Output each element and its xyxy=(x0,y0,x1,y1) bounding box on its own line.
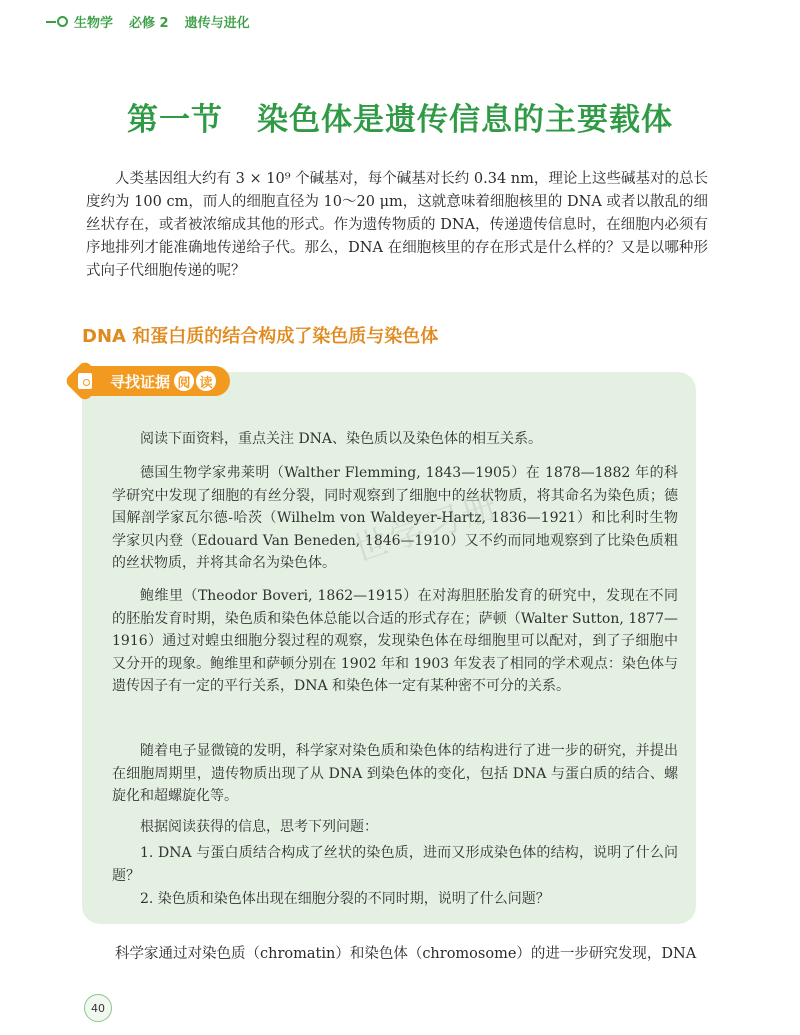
reading-paragraph-2: 鲍维里（Theodor Boveri, 1862—1915）在对海胆胚胎发育的研究中，发现在不同的胚胎发育时期，染色质和染色体总能以合适的形式存在；萨顿（Walter Sutton, 1877—1916）通过对蝗虫细胞分裂过程的观察，发现染色体在母细胞里可以配对，到了子细胞中又分开的现象。鲍维里和萨顿分别在 1902 年和 1903 年发表了相同的学术观点：染色体与遗传因子有一定的平行关系，DNA 和染色体一定有某种密不可分的关系。 xyxy=(112,588,678,694)
question-prompt: 根据阅读获得的信息，思考下列问题： xyxy=(140,819,378,835)
closing-paragraph: 科学家通过对染色质（chromatin）和染色体（chromosome）的进一步研究发现，DNA xyxy=(115,946,697,962)
running-head-subject: 生物学 xyxy=(74,16,114,31)
section-title-text: 染色体是遗传信息的主要载体 xyxy=(257,102,673,138)
reading-tag-label: 寻找证据 xyxy=(110,372,171,391)
reading-tag-read-2: 读 xyxy=(196,371,216,391)
running-head-marker-icon xyxy=(46,16,68,27)
running-head-volume: 必修 2 xyxy=(129,16,169,31)
reading-tag xyxy=(70,366,230,396)
question-1: 1. DNA 与蛋白质结合构成了丝状的染色质，进而又形成染色体的结构，说明了什么问题？ xyxy=(112,845,678,884)
page-number: 40 xyxy=(84,994,112,1022)
section-title xyxy=(0,94,800,139)
reading-tag-read xyxy=(174,371,216,391)
reading-tag-pill xyxy=(86,366,230,396)
running-head-book: 遗传与进化 xyxy=(184,16,250,31)
subheading: DNA 和蛋白质的结合构成了染色质与染色体 xyxy=(82,326,439,347)
intro-paragraph: 人类基因组大约有 3 × 10⁹ 个碱基对，每个碱基对长约 0.34 nm，理论上这些碱基对的总长度约为 100 cm，而人的细胞直径为 10～20 μm，这就意味着细胞核里的 DNA 或者以散乱的细丝状存在，或者被浓缩成其他的形式。作为遗传物质的 DNA，传递遗传信息时，在细胞内必须有序地排列才能准确地传递给子代。那么，DNA 在细胞核里的存在形式是什么样的？又是以哪种形式向子代细胞传递的呢？ xyxy=(86,171,708,279)
question-2: 2. 染色质和染色体出现在细胞分裂的不同时期，说明了什么问题？ xyxy=(140,891,550,907)
reading-paragraph-1: 德国生物学家弗莱明（Walther Flemming, 1843—1905）在 1878—1882 年的科学研究中发现了细胞的有丝分裂，同时观察到了细胞中的丝状物质，将其命名为染色质；德国解剖学家瓦尔德-哈茨（Wilhelm von Waldeyer-Hartz, 1836—1921）和比利时生物学家贝内登（Edouard Van Beneden, 1846—1910）又不约而同地观察到了比染色质粗的丝状物质，并将其命名为染色体。 xyxy=(112,465,678,571)
reading-paragraph-3: 随着电子显微镜的发明，科学家对染色质和染色体的结构进行了进一步的研究，并提出在细胞周期里，遗传物质出现了从 DNA 到染色体的变化，包括 DNA 与蛋白质的结合、螺旋化和超螺旋化等。 xyxy=(112,743,678,804)
reading-tag-read-1: 阅 xyxy=(174,371,194,391)
section-number: 第一节 xyxy=(127,102,223,138)
reading-prompt: 阅读下面资料，重点关注 DNA、染色质以及染色体的相互关系。 xyxy=(140,431,543,447)
running-head xyxy=(46,12,250,31)
